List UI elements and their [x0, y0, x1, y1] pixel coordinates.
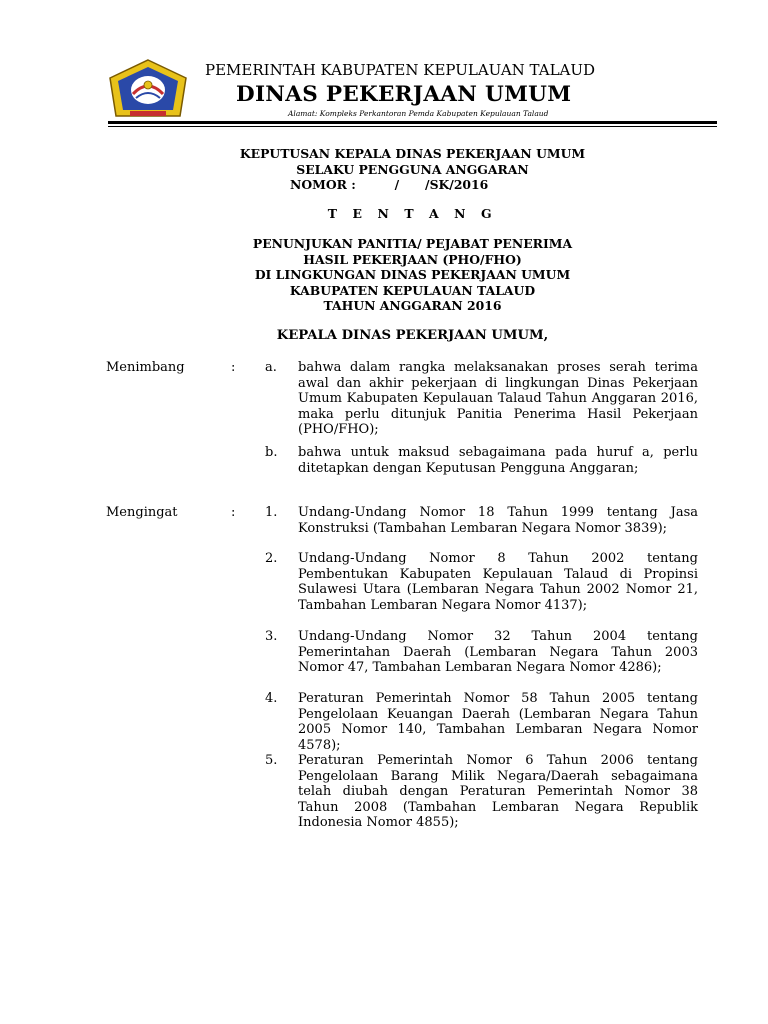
mengingat-item-text: Undang-Undang Nomor 18 Tahun 1999 tentang Jasa Konstruksi (Tambahan Lembaran Negara Nomor 3839); [298, 505, 698, 536]
decree-subject-line: PENUNJUKAN PANITIA/ PEJABAT PENERIMA [252, 236, 573, 251]
menimbang-label: Menimbang [106, 360, 185, 375]
mengingat-item-text: Undang-Undang Nomor 8 Tahun 2002 tentang Pembentukan Kabupaten Kepulauan Talaud di Propinsi Sulawesi Utara (Lembaran Negara Tahun 2002 Nomor 21, Tambahan Lembaran Negara Nomor 4137); [298, 551, 698, 613]
mengingat-item-marker: 1. [265, 505, 278, 520]
mengingat-item-text: Peraturan Pemerintah Nomor 6 Tahun 2006 tentang Pengelolaan Barang Milik Negara/Daerah sebagaimana telah diubah dengan Peraturan Pemerintah Nomor 38 Tahun 2008 (Tambahan Lembaran Negara Republik Indonesia Nomor 4855); [298, 753, 698, 831]
mengingat-item-text: Undang-Undang Nomor 32 Tahun 2004 tentang Pemerintahan Daerah (Lembaran Negara Tahun 2003 Nomor 47, Tambahan Lembaran Negara Nomor 4286); [298, 629, 698, 676]
decree-subject-line: TAHUN ANGGARAN 2016 [323, 298, 502, 313]
regency-emblem-icon [108, 58, 188, 124]
decree-title-line2: SELAKU PENGGUNA ANGGARAN [296, 162, 529, 177]
decree-official-heading: KEPALA DINAS PEKERJAAN UMUM, [276, 328, 549, 343]
mengingat-label: Mengingat [106, 505, 178, 520]
decree-subject-line: KABUPATEN KEPULAUAN TALAUD [289, 283, 536, 298]
menimbang-colon: : [231, 360, 236, 375]
letterhead-rule-thin [108, 126, 717, 127]
mengingat-item-text: Peraturan Pemerintah Nomor 58 Tahun 2005 tentang Pengelolaan Keuangan Daerah (Lembaran Negara Tahun 2005 Nomor 140, Tambahan Lembaran Negara Nomor 4578); [298, 691, 698, 753]
letterhead-rule-thick [108, 121, 717, 124]
decree-number: NOMOR : / /SK/2016 [290, 177, 489, 192]
decree-subject-line: DI LINGKUNGAN DINAS PEKERJAAN UMUM [254, 267, 571, 282]
mengingat-item-marker: 2. [265, 551, 278, 566]
decree-tentang-heading: T E N T A N G [327, 206, 498, 221]
mengingat-item-marker: 4. [265, 691, 278, 706]
menimbang-item-marker: a. [265, 360, 277, 375]
menimbang-item-marker: b. [265, 445, 278, 460]
mengingat-colon: : [231, 505, 236, 520]
decree-subject-line: HASIL PEKERJAAN (PHO/FHO) [303, 252, 522, 267]
mengingat-item-marker: 5. [265, 753, 278, 768]
letterhead-government-name: PEMERINTAH KABUPATEN KEPULAUAN TALAUD [205, 61, 596, 79]
letterhead-address: Alamat: Kompleks Perkantoran Pemda Kabupaten Kepulauan Talaud [288, 109, 549, 118]
letterhead-agency-name: DINAS PEKERJAAN UMUM [236, 82, 572, 107]
menimbang-item-text: bahwa dalam rangka melaksanakan proses serah terima awal dan akhir pekerjaan di lingkungan Dinas Pekerjaan Umum Kabupaten Kepulauan Talaud Tahun Anggaran 2016, maka perlu ditunjuk Panitia Penerima Hasil Pekerjaan (PHO/FHO); [298, 360, 698, 438]
decree-title-line1: KEPUTUSAN KEPALA DINAS PEKERJAAN UMUM [239, 146, 586, 161]
mengingat-item-marker: 3. [265, 629, 278, 644]
menimbang-item-text: bahwa untuk maksud sebagaimana pada huruf a, perlu ditetapkan dengan Keputusan Pengguna Anggaran; [298, 445, 698, 476]
